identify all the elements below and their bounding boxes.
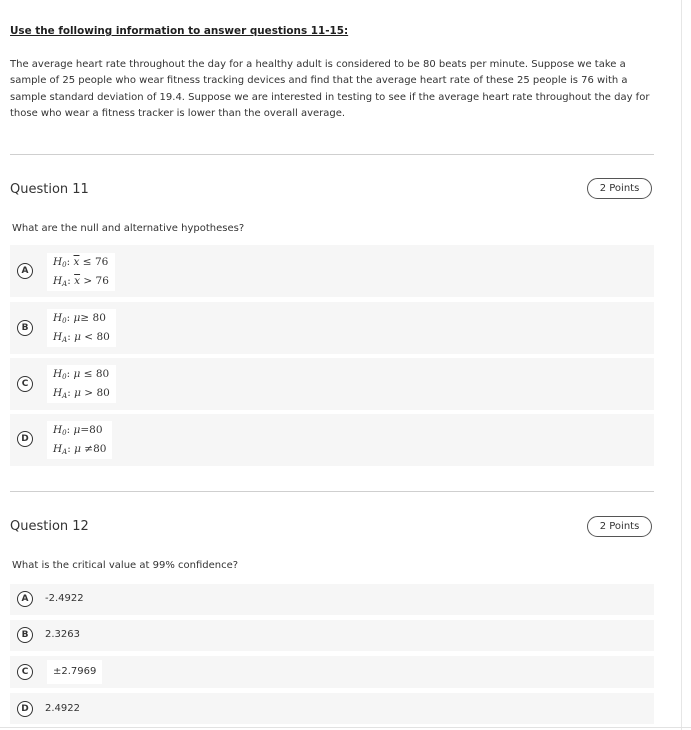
null-hypothesis: $H_0$: μ=80: [53, 424, 103, 437]
question-12-option-c[interactable]: [10, 656, 654, 688]
passage-text: The average heart rate throughout the day for a healthy adult is considered to be 80 beats per minute. Suppose we take a sample of 25 people who wear fitness tracking devices and find that the average heart rate of these 25 people is 76 with a sample standard deviation of 19.4. Suppose we are interested in testing to see if the average heart rate throughout the day for those who wear a fitness tracker is lower than the overall average.: [10, 59, 650, 120]
option-text: 2.3263: [45, 629, 80, 640]
hypotheses-box: [47, 309, 116, 347]
option-letter-b: B: [17, 627, 33, 643]
alternative-hypothesis: $H_A$: μ > 80: [53, 387, 110, 400]
question-12-title: Question 12: [10, 519, 89, 534]
page-edge: [0, 727, 691, 728]
instructions-heading: Use the following information to answer questions 11-15:: [10, 25, 349, 37]
question-12-points-badge: 2 Points: [587, 516, 652, 537]
alternative-hypothesis: $H_A$: μ ≠80: [53, 443, 107, 456]
option-letter-c: C: [17, 376, 33, 392]
question-11-option-a[interactable]: [10, 245, 654, 297]
question-11-points-badge: 2 Points: [587, 178, 652, 199]
question-11-title: Question 11: [10, 182, 89, 197]
option-letter-a: A: [17, 263, 33, 279]
null-hypothesis: $H_0$: μ ≤ 80: [53, 368, 110, 381]
hypotheses-box: [47, 365, 116, 403]
option-letter-a: A: [17, 591, 33, 607]
option-text: ±2.7969: [47, 660, 102, 684]
question-11-option-b[interactable]: [10, 302, 654, 354]
alternative-hypothesis: $H_A$: $\overline{x} > 76$: [53, 275, 109, 288]
option-letter-d: D: [17, 431, 33, 447]
option-text: 2.4922: [45, 703, 80, 714]
page-edge: [681, 0, 682, 730]
option-letter-d: D: [17, 701, 33, 717]
question-11-option-c[interactable]: [10, 358, 654, 410]
question-11-option-d[interactable]: [10, 414, 654, 466]
hypotheses-box: [47, 253, 115, 291]
hypotheses-box: [47, 421, 112, 459]
divider: [10, 154, 654, 155]
null-hypothesis: $H_0$: μ≥ 80: [53, 312, 106, 325]
null-hypothesis: $H_0$: $\overline{x} \le 76$: [53, 256, 109, 269]
option-letter-c: C: [17, 664, 33, 680]
option-text: -2.4922: [45, 593, 84, 604]
alternative-hypothesis: $H_A$: μ < 80: [53, 331, 110, 344]
option-letter-b: B: [17, 320, 33, 336]
question-11-prompt: What are the null and alternative hypotheses?: [12, 223, 245, 234]
question-12-option-a[interactable]: [10, 584, 654, 615]
question-12-option-d[interactable]: [10, 693, 654, 724]
question-12-option-b[interactable]: [10, 620, 654, 651]
question-12-prompt: What is the critical value at 99% confidence?: [12, 560, 239, 571]
divider: [10, 491, 654, 492]
